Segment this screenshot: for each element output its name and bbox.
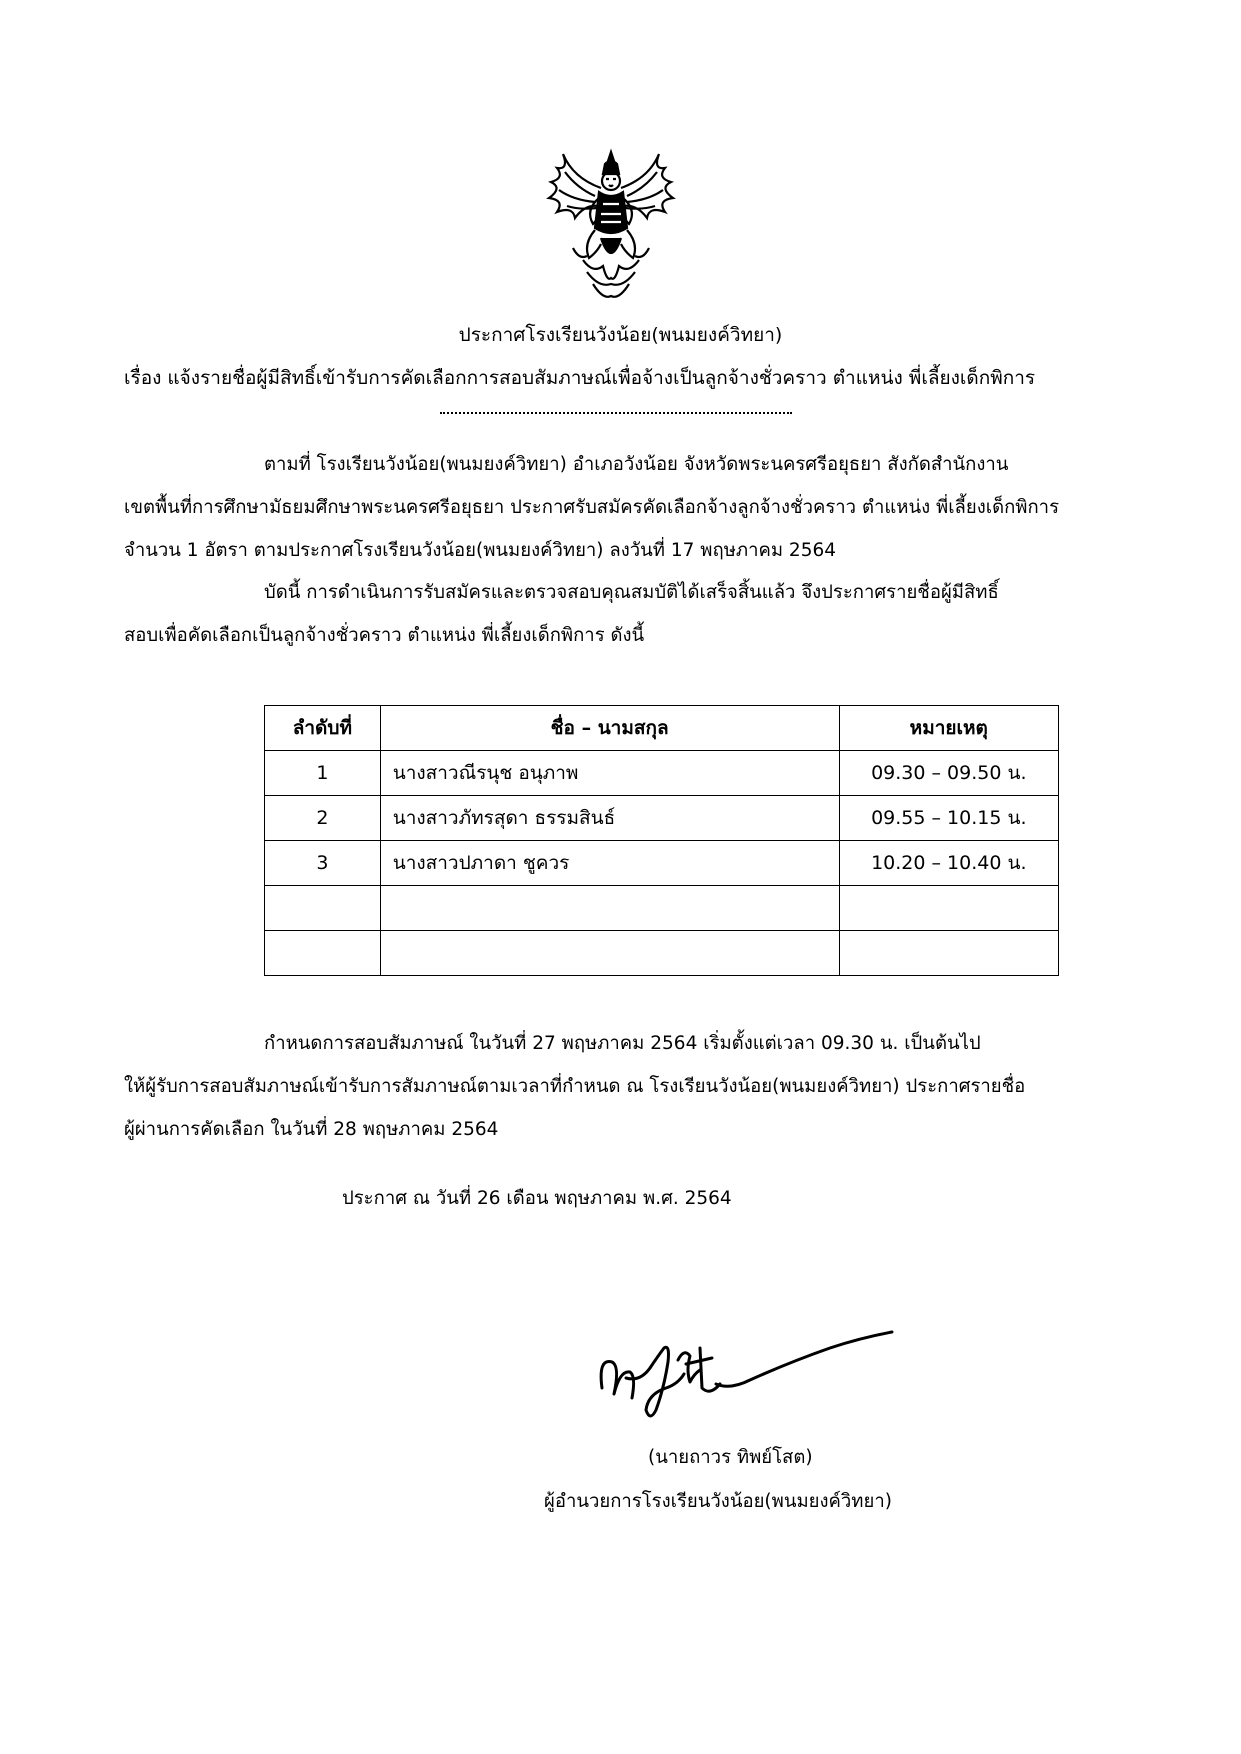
header-name: ชื่อ – นามสกุล — [380, 706, 839, 751]
candidates-table — [264, 705, 1059, 976]
table-row — [265, 796, 1059, 841]
header-note: หมายเหตุ — [839, 706, 1058, 751]
dotted-divider — [440, 412, 792, 414]
row-order: 1 — [265, 751, 381, 796]
row-name: นางสาวปภาดา ชูควร — [380, 841, 839, 886]
row-name — [380, 931, 839, 976]
garuda-emblem-icon — [543, 148, 680, 305]
table-row — [265, 751, 1059, 796]
row-note — [839, 931, 1058, 976]
signature-icon — [590, 1318, 910, 1428]
table-header-row — [265, 706, 1059, 751]
row-order — [265, 931, 381, 976]
paragraph-1-line-1: ตามที่ โรงเรียนวังน้อย(พนมยงค์วิทยา) อำเภอวังน้อย จังหวัดพระนครศรีอยุธยา สังกัดสำนักงาน — [264, 454, 1009, 475]
announcement-date: ประกาศ ณ วันที่ 26 เดือน พฤษภาคม พ.ศ. 2564 — [342, 1188, 732, 1209]
paragraph-2-line-2: สอบเพื่อคัดเลือกเป็นลูกจ้างชั่วคราว ตำแหน่ง พี่เลี้ยงเด็กพิการ ดังนี้ — [124, 625, 645, 646]
row-note: 09.55 – 10.15 น. — [839, 796, 1058, 841]
paragraph-1-line-2: เขตพื้นที่การศึกษามัธยมศึกษาพระนครศรีอยุธยา ประกาศรับสมัครคัดเลือกจ้างลูกจ้างชั่วคราว ตำแหน่ง พี่เลี้ยงเด็กพิการ — [124, 497, 1060, 518]
signer-name: (นายถาวร ทิพย์โสต) — [648, 1447, 813, 1468]
row-order — [265, 886, 381, 931]
row-order: 2 — [265, 796, 381, 841]
document-title: ประกาศโรงเรียนวังน้อย(พนมยงค์วิทยา) — [458, 324, 783, 346]
table-row — [265, 841, 1059, 886]
paragraph-2-line-1: บัดนี้ การดำเนินการรับสมัครและตรวจสอบคุณสมบัติได้เสร็จสิ้นแล้ว จึงประกาศรายชื่อผู้มีสิทธิ์ — [264, 582, 999, 603]
table-row — [265, 931, 1059, 976]
paragraph-3-line-2: ให้ผู้รับการสอบสัมภาษณ์เข้ารับการสัมภาษณ์ตามเวลาที่กำหนด ณ โรงเรียนวังน้อย(พนมยงค์วิทยา) ประกาศรายชื่อ — [124, 1076, 1026, 1097]
header-order: ลำดับที่ — [265, 706, 381, 751]
row-note: 10.20 – 10.40 น. — [839, 841, 1058, 886]
row-note — [839, 886, 1058, 931]
row-order: 3 — [265, 841, 381, 886]
row-note: 09.30 – 09.50 น. — [839, 751, 1058, 796]
paragraph-1-line-3: จำนวน 1 อัตรา ตามประกาศโรงเรียนวังน้อย(พนมยงค์วิทยา) ลงวันที่ 17 พฤษภาคม 2564 — [124, 540, 837, 561]
row-name — [380, 886, 839, 931]
document-subject: เรื่อง แจ้งรายชื่อผู้มีสิทธิ์เข้ารับการคัดเลือกการสอบสัมภาษณ์เพื่อจ้างเป็นลูกจ้างชั่วคราว ตำแหน่ง พี่เลี้ยงเด็กพิการ — [124, 367, 1036, 389]
paragraph-3-line-3: ผู้ผ่านการคัดเลือก ในวันที่ 28 พฤษภาคม 2564 — [124, 1119, 499, 1140]
row-name: นางสาวณีรนุช อนุภาพ — [380, 751, 839, 796]
signer-position: ผู้อำนวยการโรงเรียนวังน้อย(พนมยงค์วิทยา) — [544, 1491, 892, 1512]
table-row — [265, 886, 1059, 931]
row-name: นางสาวภัทรสุดา ธรรมสินธ์ — [380, 796, 839, 841]
paragraph-3-line-1: กำหนดการสอบสัมภาษณ์ ในวันที่ 27 พฤษภาคม 2564 เริ่มตั้งแต่เวลา 09.30 น. เป็นต้นไป — [264, 1033, 981, 1054]
